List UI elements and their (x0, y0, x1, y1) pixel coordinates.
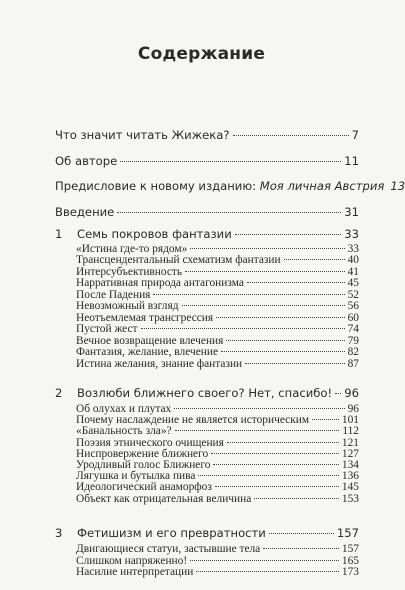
section-page: 101 (341, 414, 359, 426)
section-label: Фантазия, желание, влечение (76, 346, 219, 358)
dot-leader (141, 328, 345, 329)
chapter-number: 3 (55, 526, 63, 540)
toc-entry (55, 154, 359, 168)
section-page: 121 (341, 437, 359, 449)
dot-leader (216, 317, 344, 318)
dot-leader (213, 464, 338, 465)
section-page: 173 (341, 566, 359, 578)
section-label: Идеологический анаморфоз (76, 481, 212, 493)
section-label: «Банальность зла»? (76, 425, 172, 437)
section-page: 153 (341, 493, 359, 505)
entry-label-italic: Моя личная Австрия (259, 179, 385, 193)
section-entry (76, 358, 359, 370)
section-entry (76, 543, 359, 555)
entry-page: 11 (344, 154, 359, 168)
dot-leader (269, 533, 334, 534)
section-label: Лягушка и бутылка пива (76, 470, 196, 482)
entry-page: 31 (344, 205, 359, 219)
section-page: 74 (347, 323, 359, 335)
chapter-heading (55, 526, 359, 540)
toc-entry (55, 205, 359, 219)
dot-leader (221, 351, 345, 352)
dot-leader (233, 135, 349, 136)
page-title: Содержание (137, 44, 266, 64)
entry-label: Об авторе (55, 154, 118, 168)
dot-leader (335, 393, 341, 394)
dot-leader (215, 486, 339, 487)
section-page: 136 (341, 470, 359, 482)
section-label: Объект как отрицательная величина (76, 493, 252, 505)
section-label: Интерсубъективность (76, 266, 183, 278)
toc-entry (55, 128, 359, 142)
dot-leader (198, 475, 338, 476)
chapter-heading (55, 386, 359, 400)
section-label: Почему наслаждение не является историческим (76, 414, 310, 426)
section-label: Вечное возвращение влечения (76, 335, 224, 347)
dot-leader (196, 571, 339, 572)
section-entry (76, 323, 359, 335)
section-page: 79 (347, 335, 359, 347)
section-page: 165 (341, 555, 359, 567)
section-entry (76, 277, 359, 289)
section-page: 33 (347, 243, 359, 255)
section-page: 112 (342, 425, 359, 437)
chapter-number: 2 (55, 386, 63, 400)
dot-leader (254, 498, 339, 499)
chapter-page: 157 (336, 526, 359, 540)
dot-leader (235, 234, 341, 235)
section-label: «Истина где-то рядом» (76, 243, 188, 255)
section-page: 60 (347, 312, 359, 324)
section-label: Об олухах и плутах (76, 403, 172, 415)
chapter-page: 96 (344, 386, 359, 400)
section-page: 96 (347, 403, 359, 415)
section-label: Двигающиеся статуи, застывшие тела (76, 543, 261, 555)
chapter-page: 33 (344, 227, 359, 241)
section-label: Невозможный взгляд (76, 300, 179, 312)
dot-leader (263, 548, 339, 549)
dot-leader (284, 259, 345, 260)
entry-page: 13 (390, 179, 405, 193)
entry-label: Что значит читать Жижека? (55, 128, 230, 142)
section-entry (76, 300, 359, 312)
section-page: 40 (347, 254, 359, 266)
entry-label: Введение (55, 205, 115, 219)
chapter-title: Возлюби ближнего своего? Нет, спасибо! (77, 386, 333, 400)
section-label: Трансцендентальный схематизм фантазии (76, 254, 281, 266)
section-label: Слишком напряженно! (76, 555, 188, 567)
section-label: Поэзия этнического очищения (76, 437, 224, 449)
section-label: Неотъемлемая трансгрессия (76, 312, 214, 324)
chapter-heading (55, 227, 359, 241)
dot-leader (245, 363, 344, 364)
chapter-number: 1 (55, 227, 63, 241)
dot-leader (190, 560, 339, 561)
section-page: 41 (347, 266, 359, 278)
section-page: 134 (341, 459, 359, 471)
section-page: 56 (347, 300, 359, 312)
section-label: Ниспровержение ближнего (76, 448, 209, 460)
section-label: Пустой жест (76, 323, 138, 335)
dot-leader (117, 212, 341, 213)
dot-leader (226, 340, 344, 341)
dot-leader (190, 248, 344, 249)
section-page: 127 (341, 448, 359, 460)
entry-page: 7 (351, 128, 359, 142)
dot-leader (182, 305, 345, 306)
dot-leader (185, 271, 345, 272)
dot-leader (247, 282, 345, 283)
section-label: Истина желания, знание фантазии (76, 358, 243, 370)
bleed-through-text (385, 70, 403, 540)
section-page: 52 (347, 289, 359, 301)
section-entry (76, 254, 359, 266)
section-label: Насилие интерпретации (76, 566, 194, 578)
section-page: 45 (347, 277, 359, 289)
entry-label (55, 179, 384, 193)
section-entry (76, 493, 359, 505)
section-entry (76, 481, 359, 493)
section-entry (76, 425, 359, 437)
section-label: Уродливый голос Ближнего (76, 459, 211, 471)
toc-entry (55, 179, 405, 193)
section-label: После Падения (76, 289, 151, 301)
section-page: 157 (341, 543, 359, 555)
dot-leader (227, 442, 339, 443)
section-label: Нарративная природа антагонизма (76, 277, 244, 289)
section-page: 145 (341, 481, 359, 493)
entry-label-plain: Предисловие к новому изданию: (55, 179, 260, 193)
chapter-title: Семь покровов фантазии (77, 227, 232, 241)
dot-leader (175, 430, 340, 431)
section-entry (76, 346, 359, 358)
dot-leader (120, 161, 341, 162)
chapter-title: Фетишизм и его превратности (77, 526, 266, 540)
section-page: 82 (347, 346, 359, 358)
dot-leader (174, 408, 344, 409)
section-entry (76, 566, 359, 578)
dot-leader (153, 294, 344, 295)
dot-leader (211, 453, 339, 454)
section-page: 87 (347, 358, 359, 370)
dot-leader (312, 419, 339, 420)
